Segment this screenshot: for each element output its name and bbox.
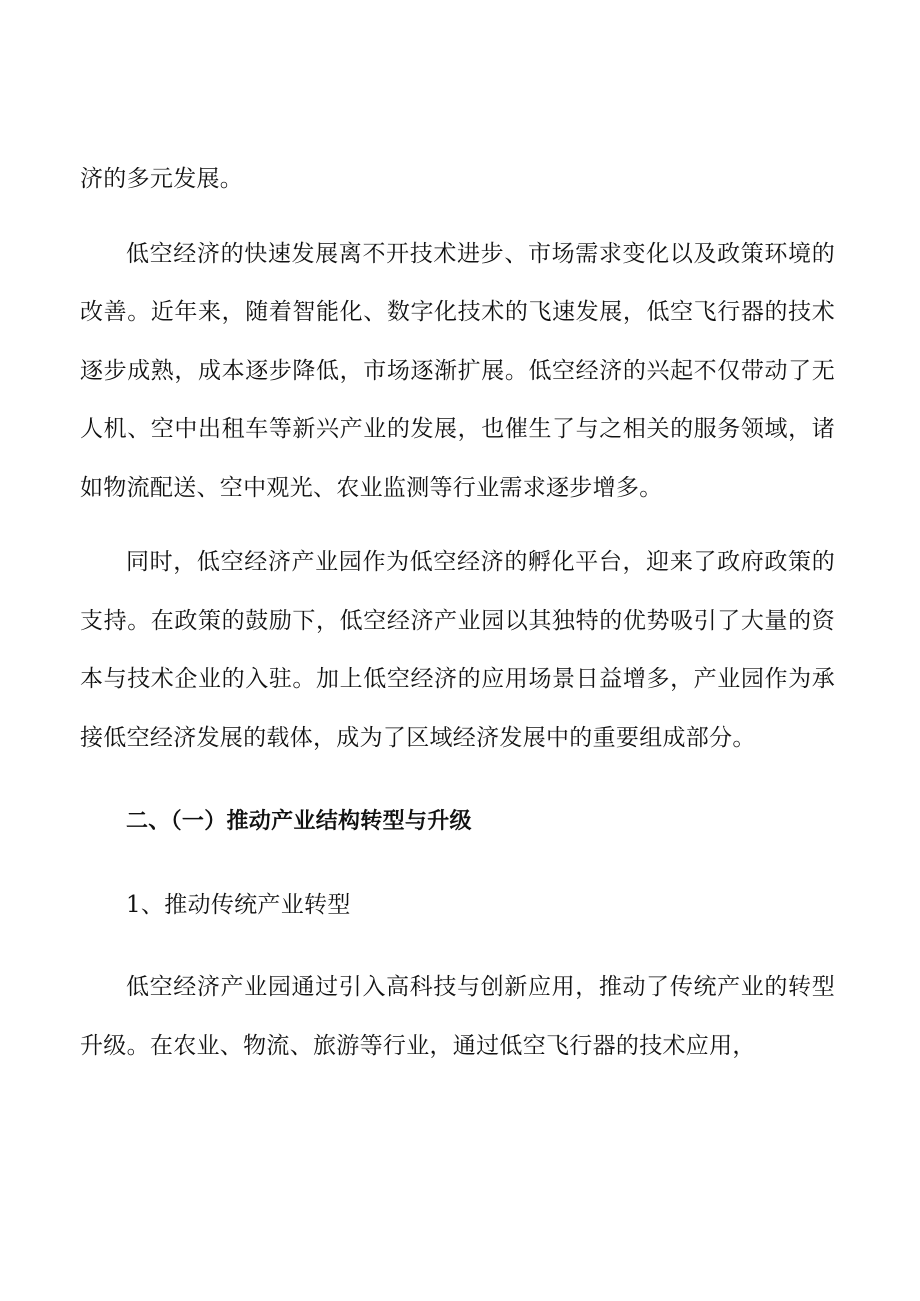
paragraph-policy-support: 同时，低空经济产业园作为低空经济的孵化平台，迎来了政府政策的支持。在政策的鼓励下，低空经济产业园以其独特的优势吸引了大量的资本与技术企业的入驻。加上低空经济的应用场景日益增多，产业园作为承接低空经济发展的载体，成为了区域经济发展中的重要组成部分。 xyxy=(80,549,835,751)
subsection-heading: 1、推动传统产业转型 xyxy=(126,891,351,918)
document-body xyxy=(80,150,835,1075)
paragraph-industry-transform: 低空经济产业园通过引入高科技与创新应用，推动了传统产业的转型升级。在农业、物流、旅游等行业，通过低空飞行器的技术应用， xyxy=(80,974,835,1059)
paragraph-continued: 济的多元发展。 xyxy=(80,166,244,192)
section-heading: 二、（一）推动产业结构转型与升级 xyxy=(126,809,472,834)
paragraph-tech-progress: 低空经济的快速发展离不开技术进步、市场需求变化以及政策环境的改善。近年来，随着智能化、数字化技术的飞速发展，低空飞行器的技术逐步成熟，成本逐步降低，市场逐渐扩展。低空经济的兴起不仅带动了无人机、空中出租车等新兴产业的发展，也催生了与之相关的服务领域，诸如物流配送、空中观光、农业监测等行业需求逐步增多。 xyxy=(80,240,835,501)
